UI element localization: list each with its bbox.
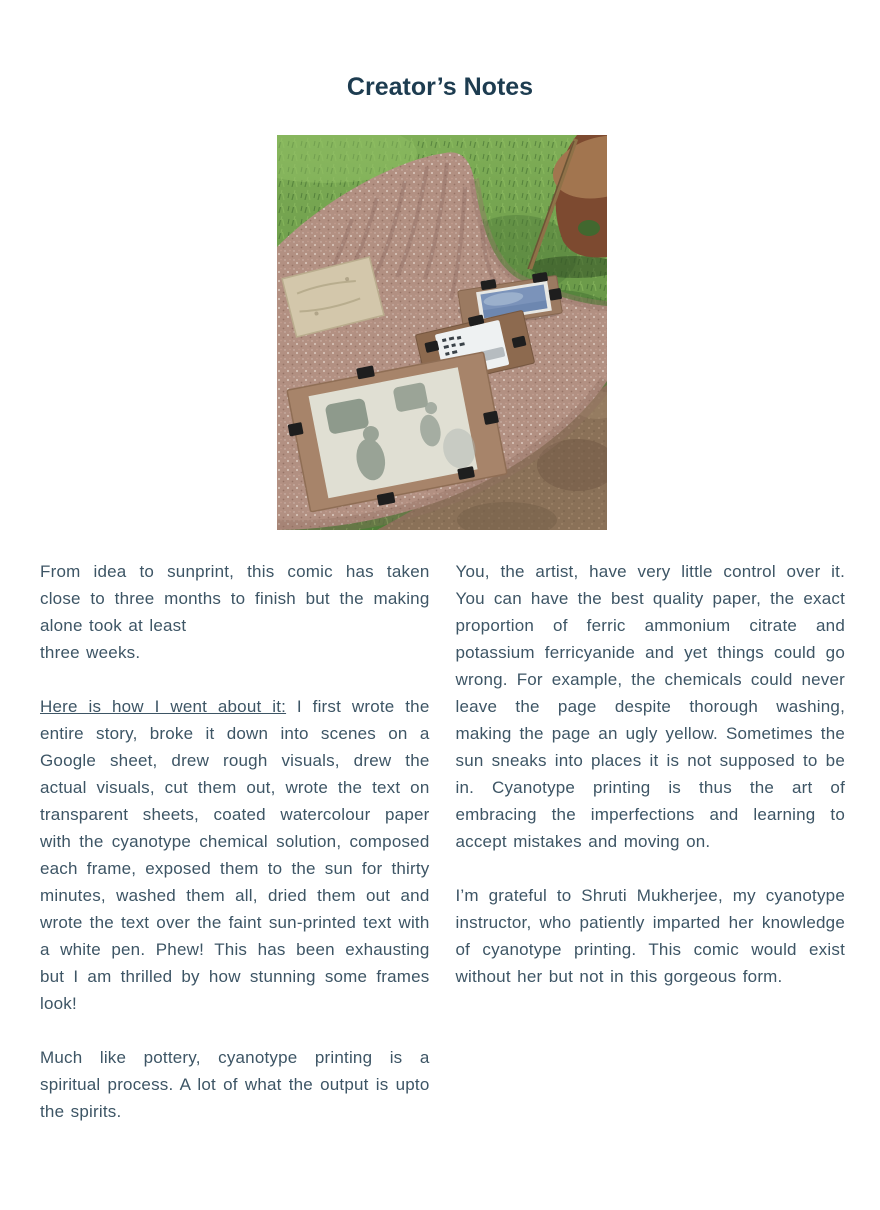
photo-illustration xyxy=(277,135,607,530)
text-columns xyxy=(40,558,845,1152)
left-paragraph-2 xyxy=(40,693,430,1017)
left-paragraph-1 xyxy=(40,558,430,666)
paragraph-text: three weeks. xyxy=(40,643,141,662)
right-column xyxy=(456,558,846,1152)
paragraph-text: I first wrote the entire story, broke it down into scenes on a Google sheet, drew rough visuals, drew the actual visuals, cut them out, wrote the text on transparent sheets, coated watercolour paper with the cyanotype chemical solution, composed each frame, exposed them to the sun for thirty minutes, washed them all, dried them out and wrote the text over the faint sun-printed text with a white pen. Phew! This has been exhausting but I am thrilled by how stunning some frames look! xyxy=(40,697,430,1013)
paragraph-text: From idea to sunprint, this comic has taken close to three months to finish but the making alone took at least xyxy=(40,562,430,635)
bench-photo xyxy=(277,135,607,530)
left-paragraph-3: Much like pottery, cyanotype printing is a spiritual process. A lot of what the output is upto the spirits. xyxy=(40,1048,430,1121)
underlined-heading: Here is how I went about it: xyxy=(40,697,287,716)
right-paragraph-1: You, the artist, have very little control over it. You can have the best quality paper, the exact proportion of ferric ammonium citrate and potassium ferricyanide and yet things could go wrong. For example, the chemicals could never leave the page despite thorough washing, making the page an ugly yellow. Sometimes the sun sneaks into places it is not supposed to be in. Cyanotype printing is thus the art of embracing the imperfections and learning to accept mistakes and moving on. xyxy=(455,562,845,851)
left-column xyxy=(40,558,430,1152)
page-title: Creator’s Notes xyxy=(346,73,534,101)
right-paragraph-2: I’m grateful to Shruti Mukherjee, my cyanotype instructor, who patiently imparted her knowledge of cyanotype printing. This comic would exist without her but not in this gorgeous form. xyxy=(455,886,845,986)
